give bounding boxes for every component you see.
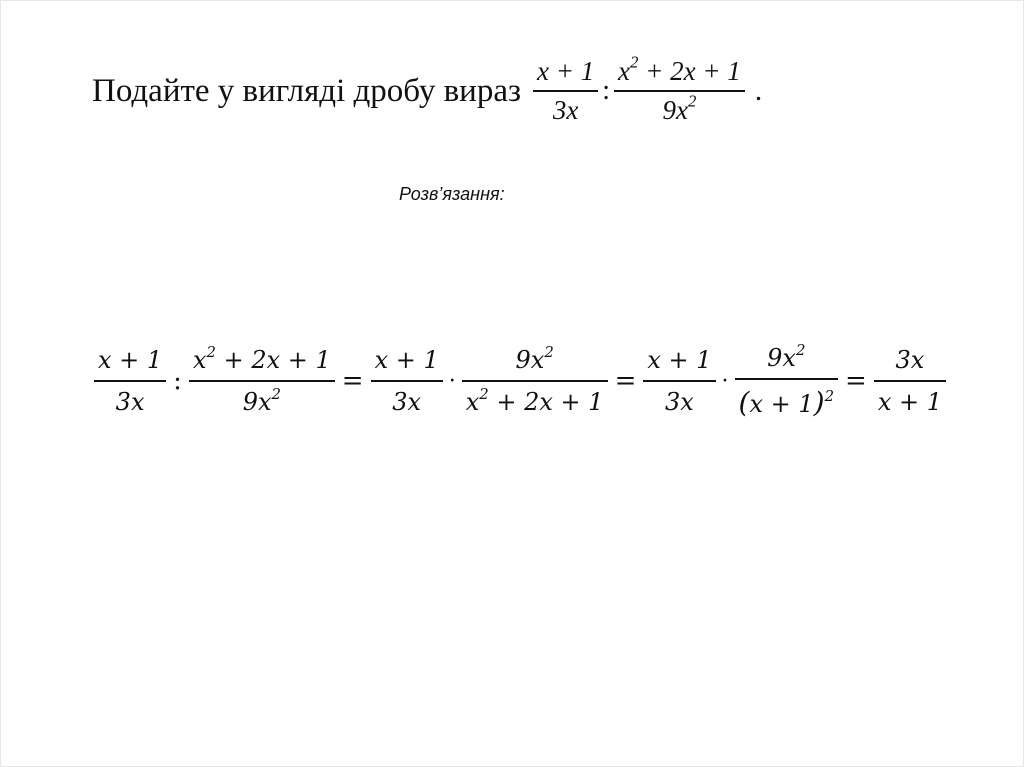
exponent: 2 [824,386,835,405]
step2-fraction-1 [371,346,443,416]
task-period: . [754,74,763,107]
step1-fraction-1 [94,346,166,416]
denominator: 3x [115,388,145,416]
numerator: x + 1 [98,346,163,374]
solution-equation [94,326,946,436]
term: 9x [767,343,796,372]
task-text: Подайте у вигляді дробу вираз [92,72,521,109]
task-fraction-2 [614,52,745,126]
task-frac2-denominator [658,92,700,126]
exponent: 2 [271,384,281,403]
task-colon: : [602,75,610,106]
step2-fraction-2 [462,342,608,416]
term: x [618,56,630,86]
numerator [189,342,335,380]
exponent: 2 [544,342,554,361]
task-frac2-numerator [614,52,745,90]
denominator: 3x [665,388,694,416]
equals-sign: = [845,366,867,396]
exponent: 2 [795,340,806,359]
term: 9x [662,95,688,125]
close-paren: ) [813,385,825,419]
solution-label: Розв’язання: [399,184,505,204]
term: x [192,346,207,374]
task-fraction-1 [533,56,598,126]
denominator [735,380,839,419]
numerator [763,340,809,378]
numerator: x + 1 [374,346,439,374]
exponent: 2 [479,384,489,403]
term: 9x [515,346,545,374]
step3-fraction-2 [735,340,839,419]
exponent: 2 [629,52,639,72]
multiply-dot: · [448,368,456,394]
numerator: 3x [895,346,925,374]
denominator [239,382,285,416]
task-statement [92,51,762,131]
term: x [465,388,480,416]
denominator: x + 1 [877,388,943,416]
task-frac1-numerator: x + 1 [537,56,595,86]
denominator: 3x [392,388,422,416]
open-paren: ( [738,385,750,419]
exponent: 2 [687,91,697,111]
term: 9x [242,388,272,416]
term: x + 1 [749,389,814,418]
exponent: 2 [206,342,216,361]
equals-sign: = [341,366,364,396]
term: + 2x + 1 [488,388,604,416]
term: + 2x + 1 [215,346,331,374]
numerator [512,342,558,380]
numerator: x + 1 [647,346,712,374]
denominator [462,382,608,416]
equals-sign: = [614,366,637,396]
step1-fraction-2 [189,342,335,416]
task-frac1-denominator: 3x [552,95,579,125]
colon-operator: : [173,366,182,396]
multiply-dot: · [721,368,729,394]
step3-fraction-1 [643,346,715,416]
term: + 2x + 1 [638,56,741,86]
result-fraction [874,346,946,416]
